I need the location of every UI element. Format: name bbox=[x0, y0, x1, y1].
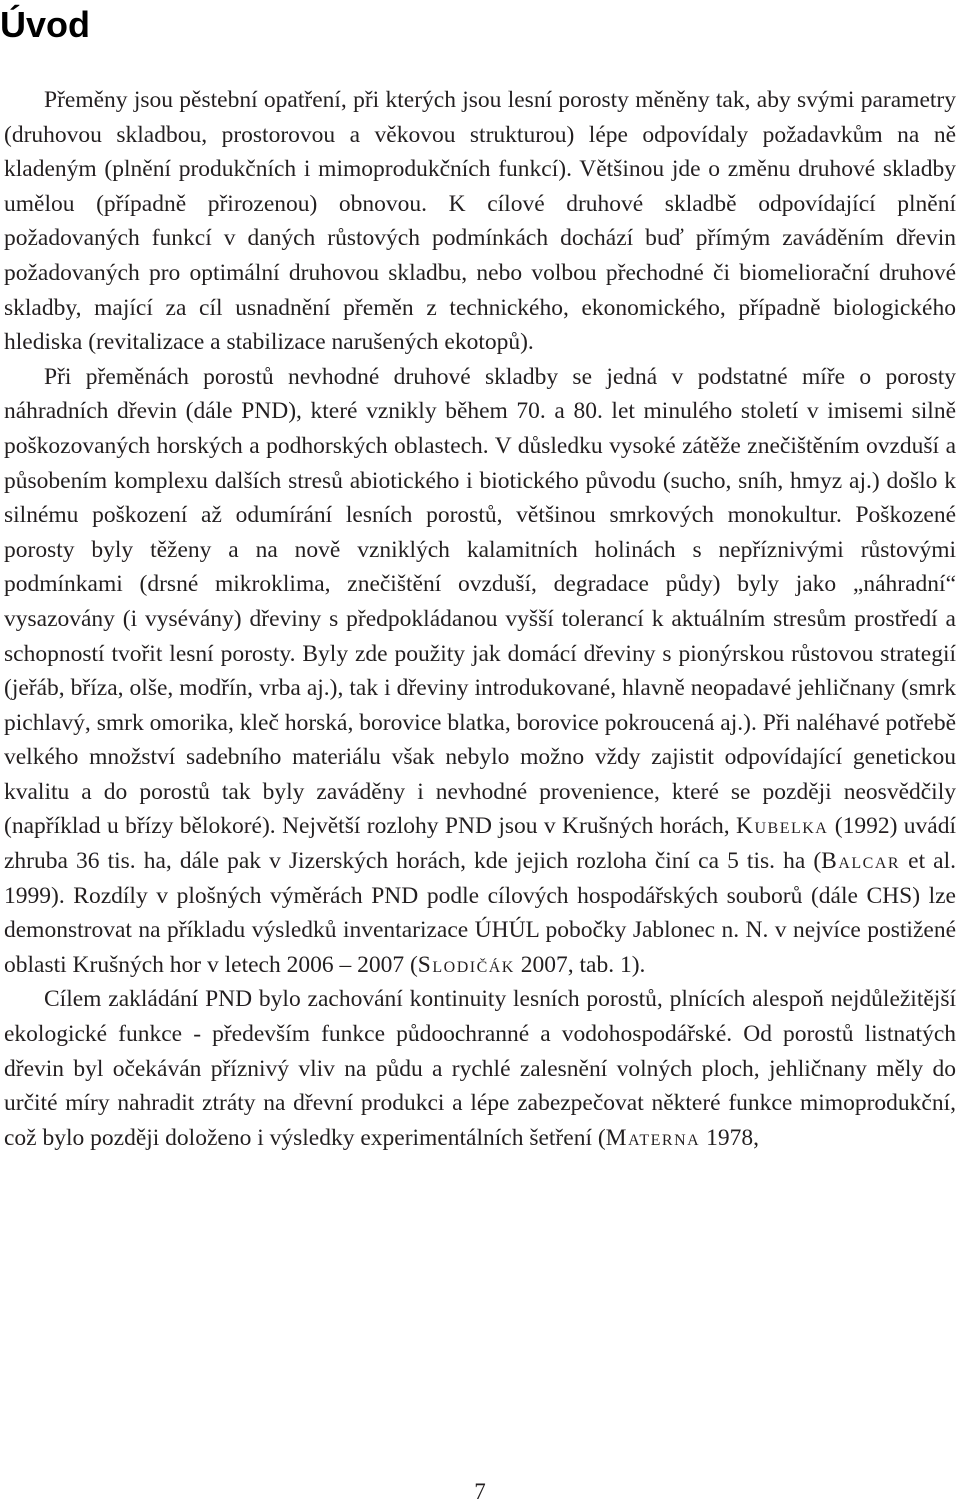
paragraph-2-text-4: 2007, tab. 1). bbox=[514, 951, 646, 978]
paragraph-2 bbox=[4, 360, 956, 983]
paragraph-3-text-1: Cílem zakládání PND bylo zachování kontinuity lesních porostů, plnících alespoň nejdůležitější ekologické funkce - především funkce půdoochranné a vodohospodářské. Od porostů listnatých dřevin byl očekáván příznivý vliv na půdu a rychlé zalesnění volných ploch, jehličnany měly do určité míry nahradit ztráty na dřevní produkci a lépe zabezpečovat některé funkce mimoprodukční, což bylo později doloženo i výsledky experimentálních šetření ( bbox=[4, 986, 956, 1151]
paragraph-3-text-2: 1978, bbox=[700, 1124, 759, 1151]
body-text bbox=[4, 83, 956, 1155]
page-number: 7 bbox=[474, 1479, 486, 1504]
paragraph-2-text-1: Při přeměnách porostů nevhodné druhové skladby se jedná v podstatné míře o porosty náhradních dřevin (dále PND), které vznikly během 70. a 80. let minulého století v imisemi silně poškozovaných horských a podhorských oblastech. V důsledku vysoké zátěže znečištěním ovzduší a působením komplexu dalších stresů abiotického i biotického původu (sucho, sníh, hmyz aj.) došlo k silnému poškození až odumírání lesních porostů, většinou smrkových monokultur. Poškozené porosty byly těženy a na nově vzniklých kalamitních holinách s nepříznivými růstovými podmínkami (drsné mikroklima, znečištění ovzduší, degradace půdy) byly jako „náhradní“ vysazovány (i vysévány) dřeviny s předpokládanou vyšší tolerancí k aktuálním stresům prostředí a schopností tvořit lesní porosty. Byly zde použity jak domácí dřeviny s pionýrskou růstovou strategií (jeřáb, bříza, olše, modřín, vrba aj.), tak i dřeviny introdukované, hlavně neopadavé jehličnany (smrk pichlavý, smrk omorika, kleč horská, borovice blatka, borovice pokroucená aj.). Při naléhavé potřebě velkého množství sadebního materiálu však nebylo možno vždy zajistit odpovídající genetickou kvalitu a do porostů tak byly zaváděny i nevhodné provenience, které se později neosvědčily (například u břízy bělokoré). Největší rozlohy PND jsou v Krušných horách, bbox=[4, 363, 956, 840]
paragraph-1-text: Přeměny jsou pěstební opatření, při kterých jsou lesní porosty měněny tak, aby svými parametry (druhovou skladbou, prostorovou a věkovou strukturou) lépe odpovídaly požadavkům na ně kladeným (plnění produkčních i mimoprodukčních funkcí). Většinou jde o změnu druhové skladby umělou (případně přirozenou) obnovou. K cílové druhové skladbě odpovídající plnění požadovaných funkcí v daných růstových podmínkách dochází buď přímým zaváděním dřevin požadovaných pro optimální druhovou skladbu, nebo volbou přechodné či biomeliorační druhové skladby, mající za cíl usnadnění přeměn z technického, ekonomického, případně biologického hlediska (revitalizace a stabilizace narušených ekotopů). bbox=[4, 87, 956, 356]
paragraph-2-text-3: et al. 1999). Rozdíly v plošných výměrách PND podle cílových hospodářských souborů (dále CHS) lze demonstrovat na příkladu výsledků inventarizace ÚHÚL pobočky Jablonec n. N. v nejvíce postižené oblasti Krušných hor v letech 2006 – 2007 ( bbox=[4, 848, 957, 978]
paragraph-2-text-2: (1992) uvádí zhruba 36 tis. ha, dále pak v Jizerských horách, kde jejich rozloha činí ca 5 tis. ha ( bbox=[4, 813, 956, 875]
citation-author-balcar: Balcar bbox=[821, 848, 901, 875]
paragraph-1 bbox=[4, 83, 956, 360]
citation-author-materna: Materna bbox=[605, 1124, 701, 1151]
citation-author-kubelka: Kubelka bbox=[736, 813, 829, 840]
paragraph-3 bbox=[4, 982, 956, 1155]
section-heading: Úvod bbox=[0, 4, 90, 45]
citation-author-slodicak: Slodičák bbox=[417, 951, 515, 978]
